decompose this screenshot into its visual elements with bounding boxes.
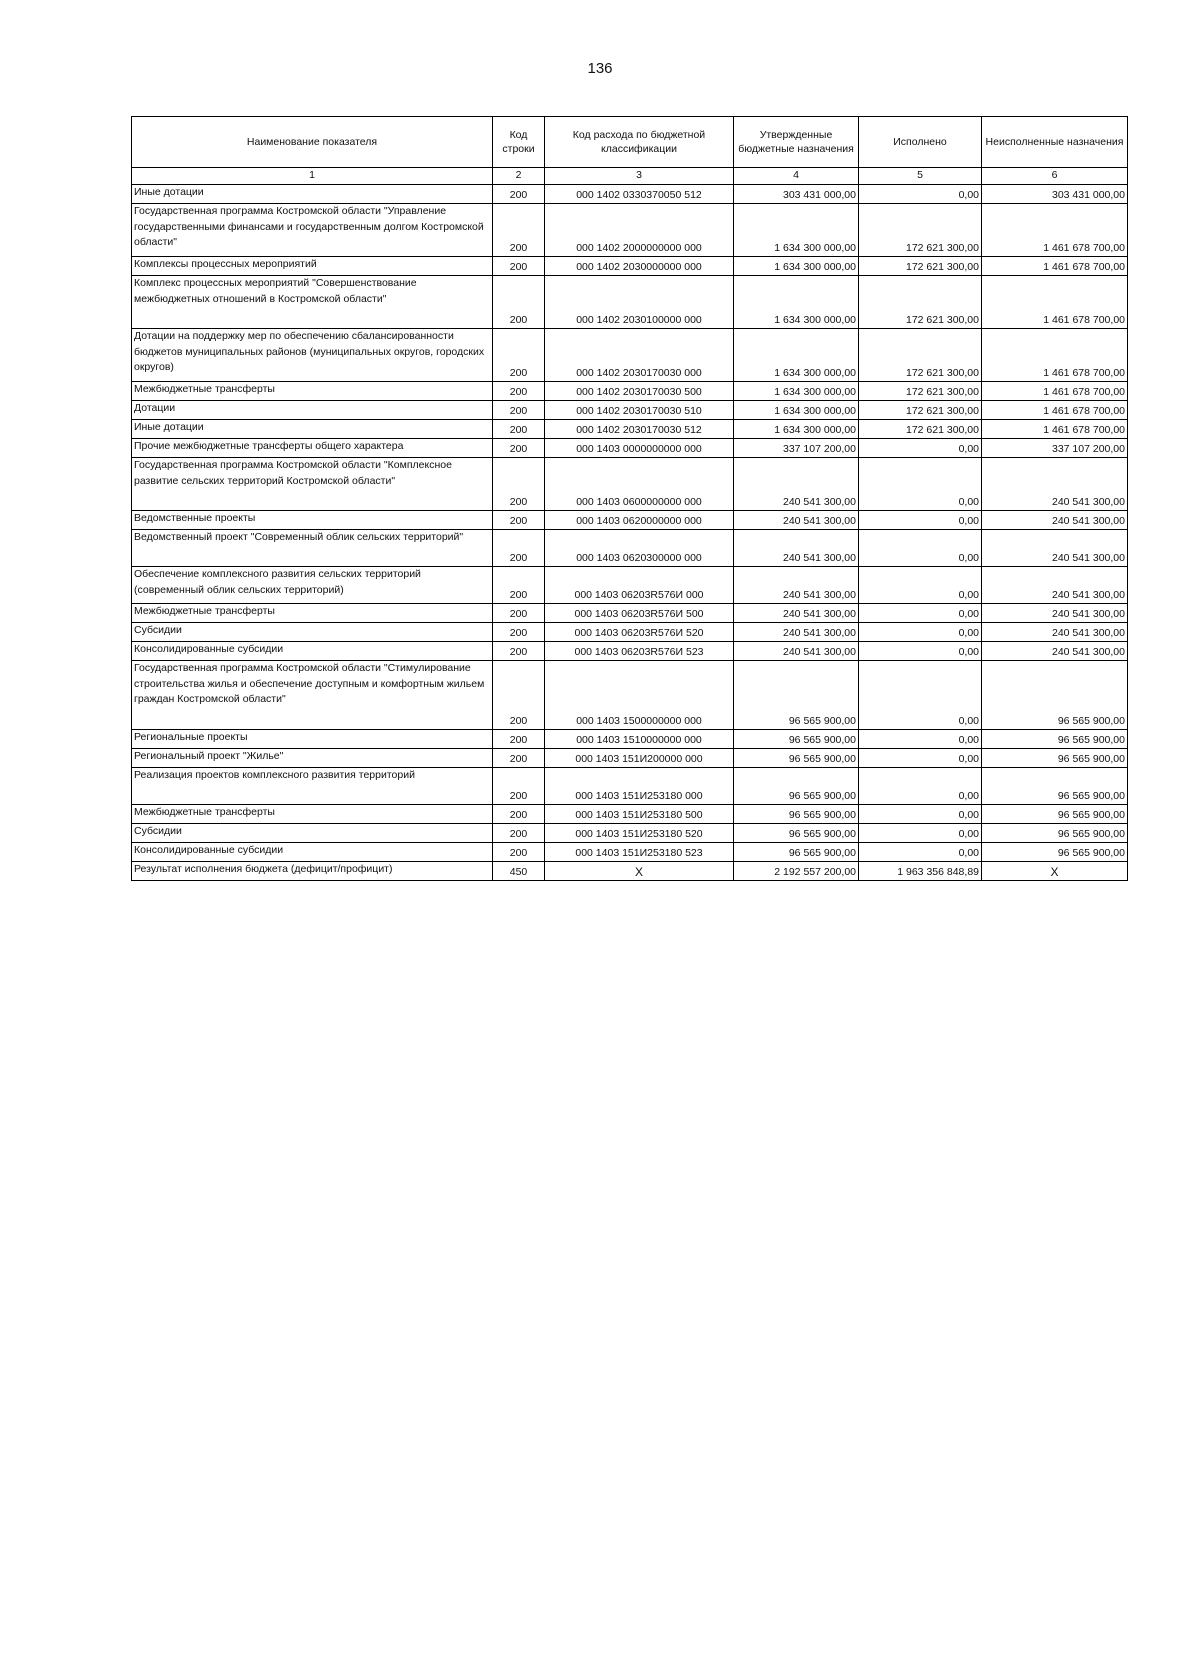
row-budget-code: 000 1402 2030100000 000 — [545, 276, 734, 329]
row-unexecuted: 240 541 300,00 — [982, 642, 1128, 661]
row-name: Субсидии — [132, 824, 493, 843]
row-unexecuted: 240 541 300,00 — [982, 530, 1128, 567]
row-unexecuted: 240 541 300,00 — [982, 458, 1128, 511]
table-row — [132, 843, 1128, 862]
row-name: Прочие межбюджетные трансферты общего характера — [132, 439, 493, 458]
row-line-code: 200 — [493, 768, 545, 805]
row-budget-code: 000 1403 06203R576И 500 — [545, 604, 734, 623]
row-executed: 172 621 300,00 — [859, 329, 982, 382]
row-approved: 96 565 900,00 — [734, 749, 859, 768]
table-row — [132, 642, 1128, 661]
row-budget-code: 000 1402 2030170030 510 — [545, 401, 734, 420]
row-line-code: 200 — [493, 661, 545, 730]
row-unexecuted: 96 565 900,00 — [982, 843, 1128, 862]
row-executed: 0,00 — [859, 623, 982, 642]
row-budget-code: 000 1403 1500000000 000 — [545, 661, 734, 730]
row-unexecuted: 1 461 678 700,00 — [982, 257, 1128, 276]
table-row — [132, 458, 1128, 511]
row-unexecuted: 96 565 900,00 — [982, 730, 1128, 749]
row-budget-code: 000 1402 2030170030 000 — [545, 329, 734, 382]
row-approved: 240 541 300,00 — [734, 567, 859, 604]
table-row — [132, 604, 1128, 623]
row-budget-code: X — [545, 862, 734, 881]
row-name: Обеспечение комплексного развития сельских территорий (современный облик сельских территорий) — [132, 567, 493, 604]
row-executed: 0,00 — [859, 843, 982, 862]
row-executed: 0,00 — [859, 730, 982, 749]
row-name: Субсидии — [132, 623, 493, 642]
table-row — [132, 401, 1128, 420]
row-approved: 240 541 300,00 — [734, 530, 859, 567]
row-name: Реализация проектов комплексного развития территорий — [132, 768, 493, 805]
row-budget-code: 000 1403 151И253180 523 — [545, 843, 734, 862]
row-unexecuted: 1 461 678 700,00 — [982, 204, 1128, 257]
page-number: 136 — [587, 60, 613, 77]
row-unexecuted: 303 431 000,00 — [982, 185, 1128, 204]
header-unexecuted: Неисполненные назначения — [982, 117, 1128, 168]
row-line-code: 200 — [493, 185, 545, 204]
row-executed: 0,00 — [859, 511, 982, 530]
row-executed: 172 621 300,00 — [859, 382, 982, 401]
row-executed: 0,00 — [859, 439, 982, 458]
table-row — [132, 329, 1128, 382]
row-approved: 240 541 300,00 — [734, 623, 859, 642]
row-budget-code: 000 1403 151И200000 000 — [545, 749, 734, 768]
row-line-code: 200 — [493, 329, 545, 382]
table-row — [132, 420, 1128, 439]
table-row — [132, 257, 1128, 276]
row-budget-code: 000 1402 2030000000 000 — [545, 257, 734, 276]
row-budget-code: 000 1403 0620300000 000 — [545, 530, 734, 567]
row-executed: 0,00 — [859, 768, 982, 805]
row-approved: 1 634 300 000,00 — [734, 382, 859, 401]
column-number: 3 — [545, 168, 734, 185]
row-name: Иные дотации — [132, 420, 493, 439]
row-line-code: 450 — [493, 862, 545, 881]
row-name: Дотации — [132, 401, 493, 420]
row-budget-code: 000 1403 0000000000 000 — [545, 439, 734, 458]
row-unexecuted: X — [982, 862, 1128, 881]
row-executed: 172 621 300,00 — [859, 420, 982, 439]
row-name: Ведомственный проект "Современный облик сельских территорий" — [132, 530, 493, 567]
row-unexecuted: 1 461 678 700,00 — [982, 276, 1128, 329]
row-approved: 1 634 300 000,00 — [734, 401, 859, 420]
row-unexecuted: 240 541 300,00 — [982, 511, 1128, 530]
table-row — [132, 768, 1128, 805]
row-unexecuted: 96 565 900,00 — [982, 768, 1128, 805]
row-line-code: 200 — [493, 401, 545, 420]
row-unexecuted: 1 461 678 700,00 — [982, 420, 1128, 439]
table-row — [132, 567, 1128, 604]
row-unexecuted: 96 565 900,00 — [982, 805, 1128, 824]
row-approved: 96 565 900,00 — [734, 843, 859, 862]
table-row — [132, 661, 1128, 730]
column-number: 5 — [859, 168, 982, 185]
row-approved: 96 565 900,00 — [734, 730, 859, 749]
row-budget-code: 000 1402 2000000000 000 — [545, 204, 734, 257]
row-line-code: 200 — [493, 276, 545, 329]
row-line-code: 200 — [493, 382, 545, 401]
row-budget-code: 000 1403 0600000000 000 — [545, 458, 734, 511]
row-name: Консолидированные субсидии — [132, 642, 493, 661]
row-executed: 172 621 300,00 — [859, 401, 982, 420]
row-name: Консолидированные субсидии — [132, 843, 493, 862]
table-row — [132, 805, 1128, 824]
row-line-code: 200 — [493, 805, 545, 824]
row-line-code: 200 — [493, 604, 545, 623]
row-unexecuted: 240 541 300,00 — [982, 567, 1128, 604]
table-row — [132, 185, 1128, 204]
row-line-code: 200 — [493, 458, 545, 511]
row-executed: 172 621 300,00 — [859, 204, 982, 257]
row-line-code: 200 — [493, 642, 545, 661]
row-unexecuted: 1 461 678 700,00 — [982, 329, 1128, 382]
row-name: Государственная программа Костромской области "Управление государственными финансами и государственным долгом Костромской области" — [132, 204, 493, 257]
table-row — [132, 730, 1128, 749]
row-unexecuted: 96 565 900,00 — [982, 824, 1128, 843]
row-name: Комплекс процессных мероприятий "Совершенствование межбюджетных отношений в Костромской области" — [132, 276, 493, 329]
row-unexecuted: 337 107 200,00 — [982, 439, 1128, 458]
row-budget-code: 000 1403 151И253180 000 — [545, 768, 734, 805]
row-approved: 303 431 000,00 — [734, 185, 859, 204]
header-executed: Исполнено — [859, 117, 982, 168]
row-approved: 2 192 557 200,00 — [734, 862, 859, 881]
row-executed: 1 963 356 848,89 — [859, 862, 982, 881]
row-unexecuted: 240 541 300,00 — [982, 604, 1128, 623]
table-row — [132, 511, 1128, 530]
row-approved: 1 634 300 000,00 — [734, 329, 859, 382]
header-name: Наименование показателя — [132, 117, 493, 168]
row-approved: 240 541 300,00 — [734, 642, 859, 661]
table-row-result — [132, 862, 1128, 881]
row-name: Межбюджетные трансферты — [132, 382, 493, 401]
row-approved: 240 541 300,00 — [734, 604, 859, 623]
row-budget-code: 000 1403 06203R576И 523 — [545, 642, 734, 661]
row-executed: 0,00 — [859, 530, 982, 567]
row-budget-code: 000 1402 0330370050 512 — [545, 185, 734, 204]
table-row — [132, 530, 1128, 567]
row-name: Иные дотации — [132, 185, 493, 204]
row-executed: 0,00 — [859, 642, 982, 661]
row-unexecuted: 240 541 300,00 — [982, 623, 1128, 642]
row-executed: 172 621 300,00 — [859, 276, 982, 329]
row-executed: 0,00 — [859, 458, 982, 511]
row-executed: 0,00 — [859, 567, 982, 604]
row-unexecuted: 1 461 678 700,00 — [982, 401, 1128, 420]
row-executed: 0,00 — [859, 824, 982, 843]
budget-execution-table — [131, 116, 1128, 881]
row-executed: 0,00 — [859, 661, 982, 730]
row-unexecuted: 96 565 900,00 — [982, 749, 1128, 768]
row-line-code: 200 — [493, 257, 545, 276]
row-executed: 172 621 300,00 — [859, 257, 982, 276]
row-approved: 96 565 900,00 — [734, 768, 859, 805]
header-line-code: Код строки — [493, 117, 545, 168]
row-budget-code: 000 1403 151И253180 500 — [545, 805, 734, 824]
row-line-code: 200 — [493, 530, 545, 567]
row-line-code: 200 — [493, 439, 545, 458]
row-name: Результат исполнения бюджета (дефицит/профицит) — [132, 862, 493, 881]
row-line-code: 200 — [493, 567, 545, 604]
table-row — [132, 623, 1128, 642]
row-approved: 240 541 300,00 — [734, 511, 859, 530]
row-approved: 96 565 900,00 — [734, 805, 859, 824]
table-header-row — [132, 117, 1128, 168]
table-row — [132, 276, 1128, 329]
row-name: Государственная программа Костромской области "Комплексное развитие сельских территорий Костромской области" — [132, 458, 493, 511]
row-budget-code: 000 1403 1510000000 000 — [545, 730, 734, 749]
row-line-code: 200 — [493, 749, 545, 768]
row-executed: 0,00 — [859, 805, 982, 824]
row-unexecuted: 1 461 678 700,00 — [982, 382, 1128, 401]
row-budget-code: 000 1402 2030170030 512 — [545, 420, 734, 439]
row-line-code: 200 — [493, 824, 545, 843]
row-approved: 1 634 300 000,00 — [734, 276, 859, 329]
row-budget-code: 000 1403 0620000000 000 — [545, 511, 734, 530]
row-executed: 0,00 — [859, 749, 982, 768]
column-number: 2 — [493, 168, 545, 185]
row-approved: 337 107 200,00 — [734, 439, 859, 458]
row-budget-code: 000 1403 06203R576И 520 — [545, 623, 734, 642]
row-approved: 1 634 300 000,00 — [734, 204, 859, 257]
row-executed: 0,00 — [859, 185, 982, 204]
column-number: 6 — [982, 168, 1128, 185]
table-row — [132, 382, 1128, 401]
table-row — [132, 439, 1128, 458]
row-line-code: 200 — [493, 511, 545, 530]
row-name: Комплексы процессных мероприятий — [132, 257, 493, 276]
table-row — [132, 204, 1128, 257]
row-budget-code: 000 1403 151И253180 520 — [545, 824, 734, 843]
row-line-code: 200 — [493, 420, 545, 439]
row-line-code: 200 — [493, 623, 545, 642]
row-unexecuted: 96 565 900,00 — [982, 661, 1128, 730]
row-approved: 96 565 900,00 — [734, 661, 859, 730]
row-budget-code: 000 1402 2030170030 500 — [545, 382, 734, 401]
row-approved: 96 565 900,00 — [734, 824, 859, 843]
table-row — [132, 824, 1128, 843]
row-name: Межбюджетные трансферты — [132, 604, 493, 623]
row-budget-code: 000 1403 06203R576И 000 — [545, 567, 734, 604]
column-number: 4 — [734, 168, 859, 185]
row-approved: 1 634 300 000,00 — [734, 257, 859, 276]
row-name: Государственная программа Костромской области "Стимулирование строительства жилья и обеспечение доступным и комфортным жильем граждан Костромской области" — [132, 661, 493, 730]
row-name: Дотации на поддержку мер по обеспечению сбалансированности бюджетов муниципальных районов (муниципальных округов, городских округов) — [132, 329, 493, 382]
table-row — [132, 749, 1128, 768]
row-approved: 240 541 300,00 — [734, 458, 859, 511]
row-approved: 1 634 300 000,00 — [734, 420, 859, 439]
header-approved: Утвержденные бюджетные назначения — [734, 117, 859, 168]
column-numbers-row — [132, 168, 1128, 185]
row-executed: 0,00 — [859, 604, 982, 623]
row-name: Межбюджетные трансферты — [132, 805, 493, 824]
row-line-code: 200 — [493, 843, 545, 862]
row-name: Региональные проекты — [132, 730, 493, 749]
row-name: Региональный проект "Жилье" — [132, 749, 493, 768]
row-name: Ведомственные проекты — [132, 511, 493, 530]
header-budget-code: Код расхода по бюджетной классификации — [545, 117, 734, 168]
row-line-code: 200 — [493, 204, 545, 257]
column-number: 1 — [132, 168, 493, 185]
row-line-code: 200 — [493, 730, 545, 749]
